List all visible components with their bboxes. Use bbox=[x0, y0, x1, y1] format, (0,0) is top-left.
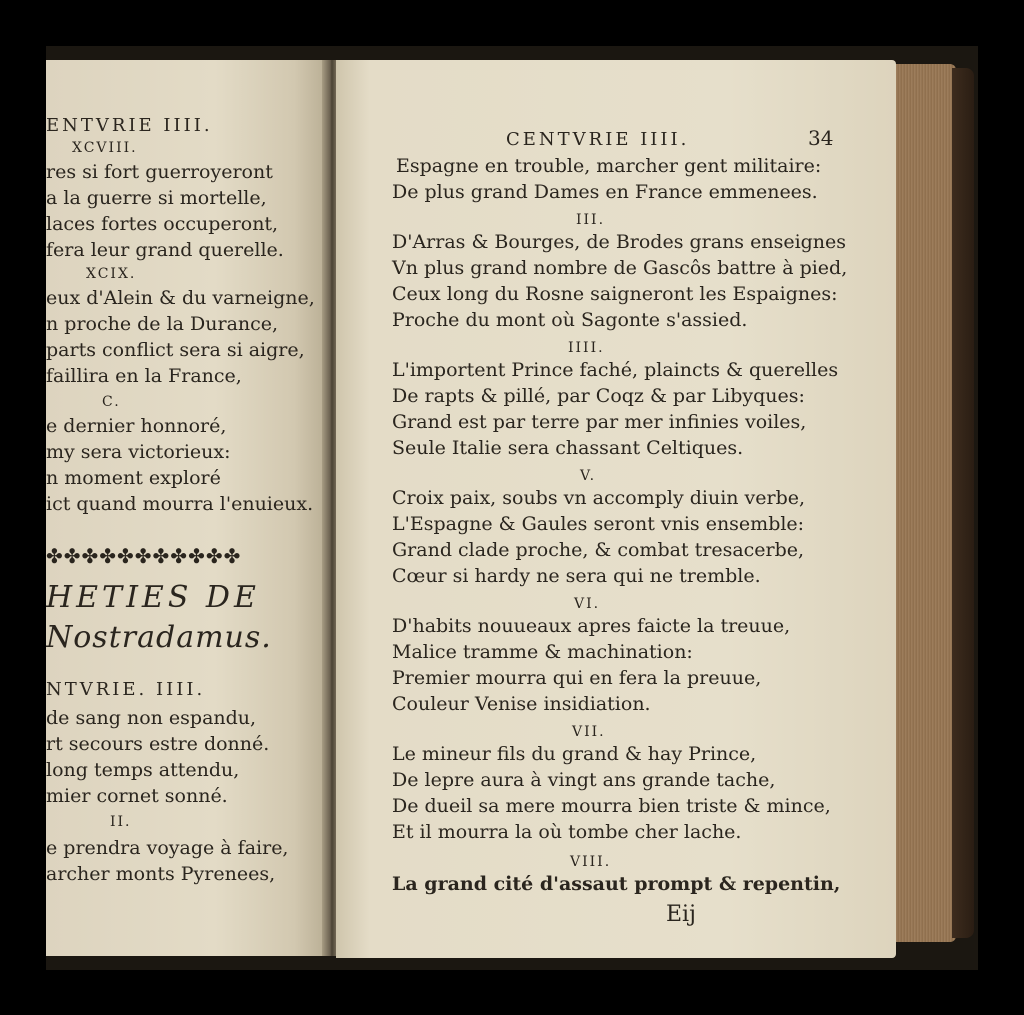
left-line: fera leur grand querelle. bbox=[46, 239, 284, 261]
right-line: Croix paix, soubs vn accomply diuin verbe, bbox=[392, 487, 806, 509]
page-number: 34 bbox=[808, 126, 834, 150]
left-page bbox=[46, 60, 328, 956]
right-line: Espagne en trouble, marcher gent militaire: bbox=[396, 155, 822, 177]
right-line: De plus grand Dames en France emmenees. bbox=[392, 181, 818, 203]
right-running-head: CENTVRIE IIII. bbox=[506, 129, 690, 150]
left-running-head: ENTVRIE IIII. bbox=[46, 115, 213, 136]
right-line: L'importent Prince faché, plaincts & querelles bbox=[392, 359, 839, 381]
left-line: faillira en la France, bbox=[46, 365, 242, 387]
left-line: long temps attendu, bbox=[46, 759, 240, 781]
right-line: Le mineur fils du grand & hay Prince, bbox=[392, 743, 757, 765]
left-line: n moment exploré bbox=[46, 467, 221, 489]
right-line: D'Arras & Bourges, de Brodes grans enseignes bbox=[392, 231, 847, 253]
ornament-band: ✤✤✤✤✤✤✤✤✤✤✤ bbox=[46, 544, 242, 568]
right-line: Malice tramme & machination: bbox=[392, 641, 693, 663]
left-numeral-2: II. bbox=[110, 814, 132, 830]
right-numeral-3: III. bbox=[576, 212, 606, 228]
left-numeral-98: XCVIII. bbox=[72, 140, 138, 156]
left-line: e prendra voyage à faire, bbox=[46, 837, 289, 859]
book-cover bbox=[952, 68, 974, 938]
right-page bbox=[336, 60, 896, 958]
right-line: Grand clade proche, & combat tresacerbe, bbox=[392, 539, 805, 561]
left-line: e dernier honnoré, bbox=[46, 415, 227, 437]
right-line: Couleur Venise insidiation. bbox=[392, 693, 651, 715]
left-numeral-100: C. bbox=[102, 394, 121, 410]
right-line: L'Espagne & Gaules seront vnis ensemble: bbox=[392, 513, 805, 535]
right-numeral-8: VIII. bbox=[570, 854, 612, 870]
left-line: my sera victorieux: bbox=[46, 441, 231, 463]
right-line: Ceux long du Rosne saigneront les Espaignes: bbox=[392, 283, 838, 305]
title-line-2: Nostradamus. bbox=[46, 620, 272, 655]
right-numeral-5: V. bbox=[580, 468, 597, 484]
right-numeral-6: VI. bbox=[574, 596, 601, 612]
left-line: rt secours estre donné. bbox=[46, 733, 270, 755]
right-line: La grand cité d'assaut prompt & repentin, bbox=[392, 873, 841, 895]
left-line: de sang non espandu, bbox=[46, 707, 257, 729]
book-scan bbox=[46, 46, 978, 970]
right-numeral-7: VII. bbox=[572, 724, 606, 740]
left-line: res si fort guerroyeront bbox=[46, 161, 273, 183]
right-line: De rapts & pillé, par Coqz & par Libyques: bbox=[392, 385, 805, 407]
right-line: Vn plus grand nombre de Gascôs battre à pied, bbox=[392, 257, 848, 279]
left-line: parts conflict sera si aigre, bbox=[46, 339, 305, 361]
left-line: n proche de la Durance, bbox=[46, 313, 279, 335]
right-line: Seule Italie sera chassant Celtiques. bbox=[392, 437, 744, 459]
title-line-1: HETIES DE bbox=[46, 580, 260, 615]
left-subtitle: NTVRIE. IIII. bbox=[46, 679, 206, 700]
left-line: laces fortes occuperont, bbox=[46, 213, 279, 235]
left-line: archer monts Pyrenees, bbox=[46, 863, 276, 885]
left-line: ict quand mourra l'enuieux. bbox=[46, 493, 314, 515]
right-numeral-4: IIII. bbox=[568, 340, 605, 356]
left-line: mier cornet sonné. bbox=[46, 785, 228, 807]
right-line: Premier mourra qui en fera la preuue, bbox=[392, 667, 762, 689]
right-line: De lepre aura à vingt ans grande tache, bbox=[392, 769, 776, 791]
right-line: De dueil sa mere mourra bien triste & mince, bbox=[392, 795, 831, 817]
signature-mark: Eij bbox=[666, 902, 696, 927]
page-edges bbox=[896, 64, 956, 942]
right-line: D'habits nouueaux apres faicte la treuue, bbox=[392, 615, 791, 637]
right-line: Et il mourra la où tombe cher lache. bbox=[392, 821, 742, 843]
right-line: Grand est par terre par mer infinies voiles, bbox=[392, 411, 807, 433]
left-line: a la guerre si mortelle, bbox=[46, 187, 267, 209]
left-numeral-99: XCIX. bbox=[86, 266, 137, 282]
left-line: eux d'Alein & du varneigne, bbox=[46, 287, 315, 309]
right-line: Cœur si hardy ne sera qui ne tremble. bbox=[392, 565, 761, 587]
right-line: Proche du mont où Sagonte s'assied. bbox=[392, 309, 748, 331]
